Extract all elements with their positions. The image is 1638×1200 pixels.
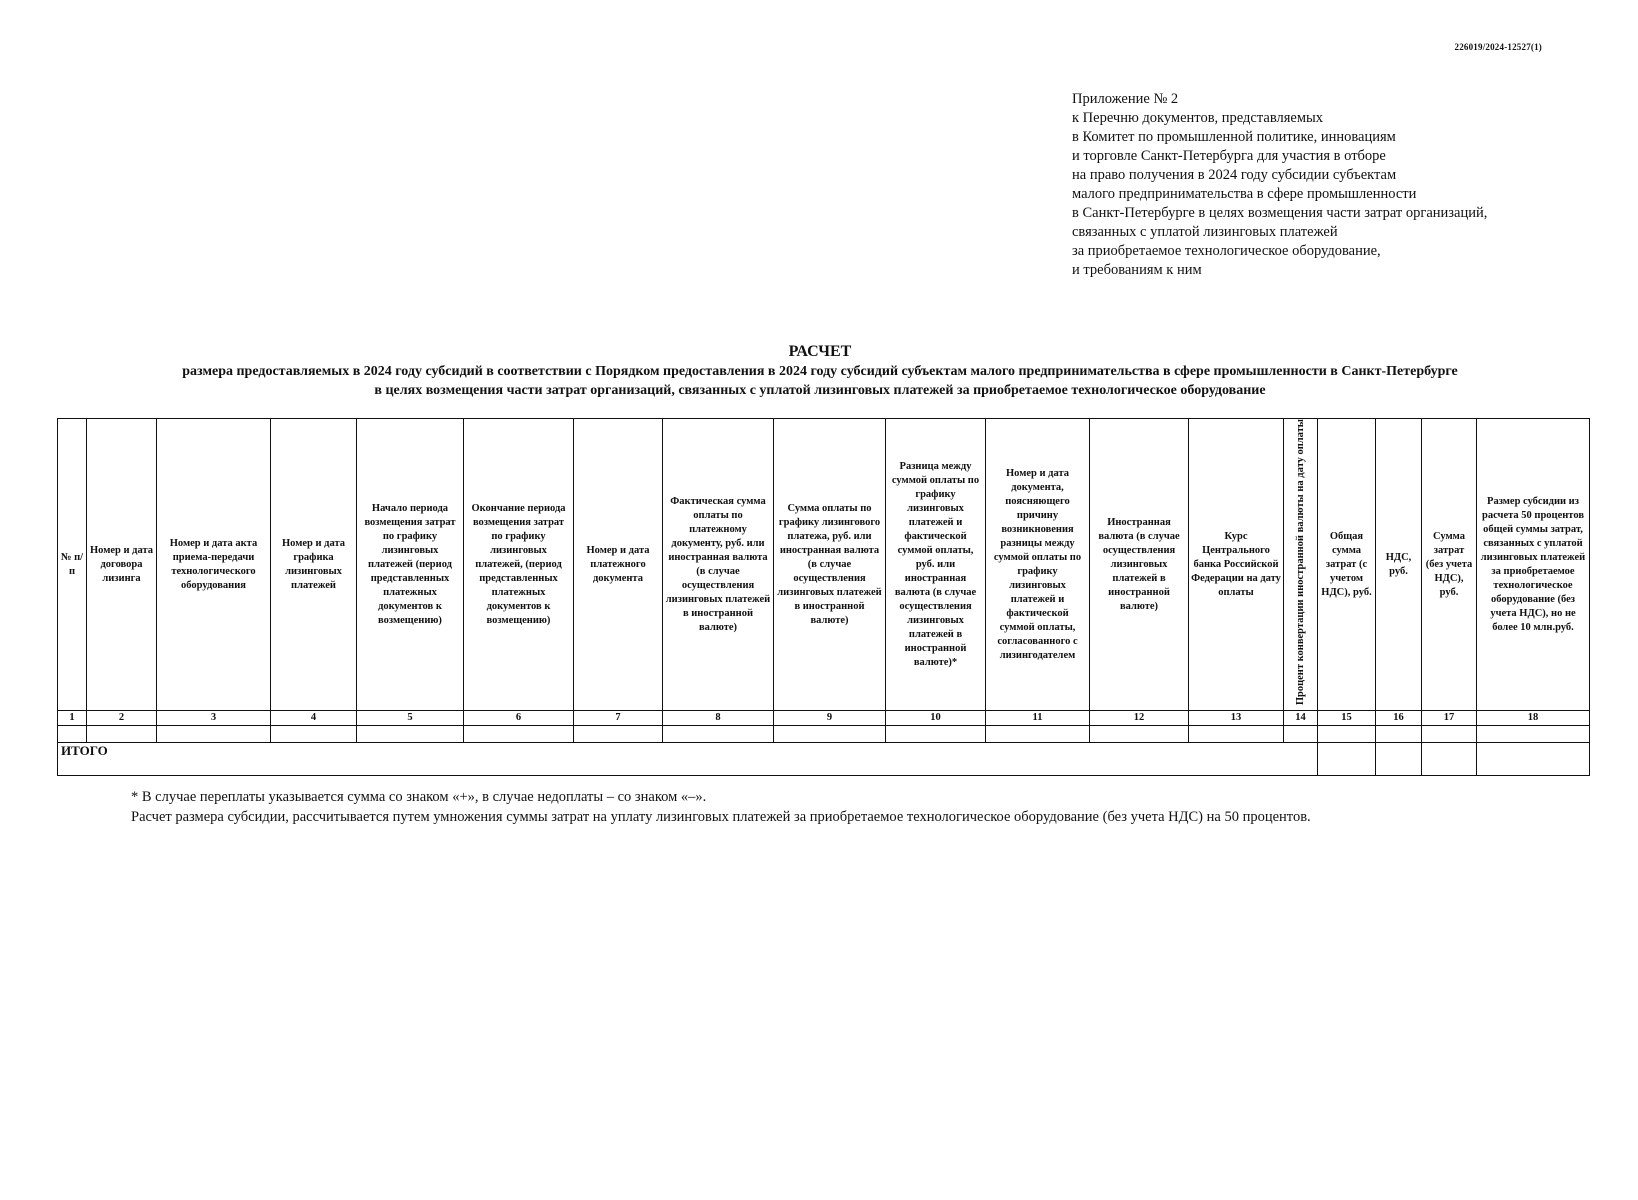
header-cell-vat: НДС, руб. (1376, 419, 1422, 711)
header-cell-cbr-rate: Курс Центрального банка Российской Федерации на дату оплаты (1189, 419, 1284, 711)
column-number: 4 (271, 711, 357, 726)
column-number: 17 (1422, 711, 1477, 726)
column-number: 10 (886, 711, 986, 726)
header-cell-total-without-vat: Сумма затрат (без учета НДС), руб. (1422, 419, 1477, 711)
total-cell-without-vat[interactable] (1422, 743, 1477, 776)
column-number: 12 (1090, 711, 1189, 726)
appendix-reference-block (1072, 90, 1592, 280)
table-header-row (58, 419, 1590, 711)
table-cell[interactable] (663, 726, 774, 743)
column-number: 7 (574, 711, 663, 726)
column-number: 3 (157, 711, 271, 726)
table-cell[interactable] (1189, 726, 1284, 743)
appendix-line: Приложение № 2 (1072, 91, 1179, 107)
header-cell-acceptance-act: Номер и дата акта приема-передачи технологического оборудования (157, 419, 271, 711)
table-cell[interactable] (774, 726, 886, 743)
table-cell[interactable] (574, 726, 663, 743)
header-cell-row-number: № п/п (58, 419, 87, 711)
header-cell-total-with-vat: Общая сумма затрат (с учетом НДС), руб. (1318, 419, 1376, 711)
header-cell-subsidy-amount: Размер субсидии из расчета 50 процентов общей суммы затрат, связанных с уплатой лизинговых платежей за приобретаемое технологическое оборудование (без учета НДС), но не более 10 млн.руб. (1477, 419, 1590, 711)
header-cell-leasing-contract: Номер и дата договора лизинга (87, 419, 157, 711)
total-label: ИТОГО (58, 743, 1318, 776)
column-number: 2 (87, 711, 157, 726)
document-subtitle-line-1: размера предоставляемых в 2024 году субсидий в соответствии с Порядком предоставления в 2024 году субсидий субъектам малого предпринимательства в сфере промышленности в Санкт-Петербурге (182, 364, 1458, 379)
column-number: 9 (774, 711, 886, 726)
header-cell-payment-schedule: Номер и дата графика лизинговых платежей (271, 419, 357, 711)
total-cell-with-vat[interactable] (1318, 743, 1376, 776)
header-cell-payment-document: Номер и дата платежного документа (574, 419, 663, 711)
total-cell-vat[interactable] (1376, 743, 1422, 776)
document-title-block (60, 342, 1580, 400)
footnote-calculation-rule: Расчет размера субсидии, рассчитывается путем умножения суммы затрат на уплату лизинговых платежей за приобретаемое технологическое оборудование (без учета НДС) на 50 процентов. (131, 809, 1311, 825)
appendix-line: за приобретаемое технологическое оборудование, (1072, 243, 1381, 259)
header-cell-period-start: Начало периода возмещения затрат по графику лизинговых платежей (период представленных платежных документов к возмещению) (357, 419, 464, 711)
table-cell[interactable] (271, 726, 357, 743)
column-number: 8 (663, 711, 774, 726)
table-cell[interactable] (1422, 726, 1477, 743)
column-number: 6 (464, 711, 574, 726)
appendix-line: связанных с уплатой лизинговых платежей (1072, 224, 1338, 240)
appendix-line: в Комитет по промышленной политике, инновациям (1072, 129, 1396, 145)
appendix-line: и торговле Санкт-Петербурга для участия в отборе (1072, 148, 1386, 164)
header-cell-foreign-currency: Иностранная валюта (в случае осуществления лизинговых платежей в иностранной валюте) (1090, 419, 1189, 711)
subsidy-calculation-table (57, 418, 1590, 776)
table-cell[interactable] (1318, 726, 1376, 743)
header-vertical-text: Процент конвертации иностранной валюты на дату оплаты (1295, 419, 1306, 706)
header-cell-difference-document: Номер и дата документа, поясняющего причину возникновения разницы между суммой оплаты по графику лизинговых платежей и фактической суммой оплаты, согласованного с лизингодателем (986, 419, 1090, 711)
table-cell[interactable] (357, 726, 464, 743)
appendix-line: к Перечню документов, представляемых (1072, 110, 1323, 126)
appendix-line: в Санкт-Петербурге в целях возмещения части затрат организаций, (1072, 205, 1488, 221)
column-number: 1 (58, 711, 87, 726)
header-cell-payment-difference: Разница между суммой оплаты по графику лизинговых платежей и фактической суммой оплаты, руб. или иностранная валюта (в случае осуществления лизинговых платежей в иностранной валюте)* (886, 419, 986, 711)
column-number: 13 (1189, 711, 1284, 726)
appendix-line: малого предпринимательства в сфере промышленности (1072, 186, 1417, 202)
table-cell[interactable] (986, 726, 1090, 743)
table-cell[interactable] (1090, 726, 1189, 743)
total-cell-subsidy[interactable] (1477, 743, 1590, 776)
appendix-line: на право получения в 2024 году субсидии субъектам (1072, 167, 1397, 183)
header-cell-conversion-percent (1284, 419, 1318, 711)
table-data-row (58, 726, 1590, 743)
table-cell[interactable] (157, 726, 271, 743)
column-number: 15 (1318, 711, 1376, 726)
table-cell[interactable] (1376, 726, 1422, 743)
header-cell-actual-payment: Фактическая сумма оплаты по платежному документу, руб. или иностранная валюта (в случае осуществления лизинговых платежей в иностранной валюте) (663, 419, 774, 711)
document-title: РАСЧЕТ (788, 343, 852, 360)
table-cell[interactable] (1477, 726, 1590, 743)
table-cell[interactable] (58, 726, 87, 743)
table-total-row (58, 743, 1590, 776)
column-number: 18 (1477, 711, 1590, 726)
header-cell-scheduled-payment: Сумма оплаты по графику лизингового платежа, руб. или иностранная валюта (в случае осуществления лизинговых платежей в иностранной валюте) (774, 419, 886, 711)
column-number-row (58, 711, 1590, 726)
document-subtitle-line-2: в целях возмещения части затрат организаций, связанных с уплатой лизинговых платежей за приобретаемое технологическое оборудование (374, 383, 1266, 398)
header-cell-period-end: Окончание периода возмещения затрат по графику лизинговых платежей, (период представленных платежных документов к возмещению) (464, 419, 574, 711)
appendix-line: и требованиям к ним (1072, 262, 1202, 278)
footnotes-block (131, 787, 1591, 827)
table-cell[interactable] (87, 726, 157, 743)
table-cell[interactable] (464, 726, 574, 743)
footnote-overpayment: * В случае переплаты указывается сумма со знаком «+», в случае недоплаты – со знаком «–». (131, 789, 707, 805)
column-number: 14 (1284, 711, 1318, 726)
table-cell[interactable] (1284, 726, 1318, 743)
column-number: 16 (1376, 711, 1422, 726)
table-cell[interactable] (886, 726, 986, 743)
column-number: 11 (986, 711, 1090, 726)
document-registration-code: 226019/2024-12527(1) (1454, 42, 1542, 52)
column-number: 5 (357, 711, 464, 726)
